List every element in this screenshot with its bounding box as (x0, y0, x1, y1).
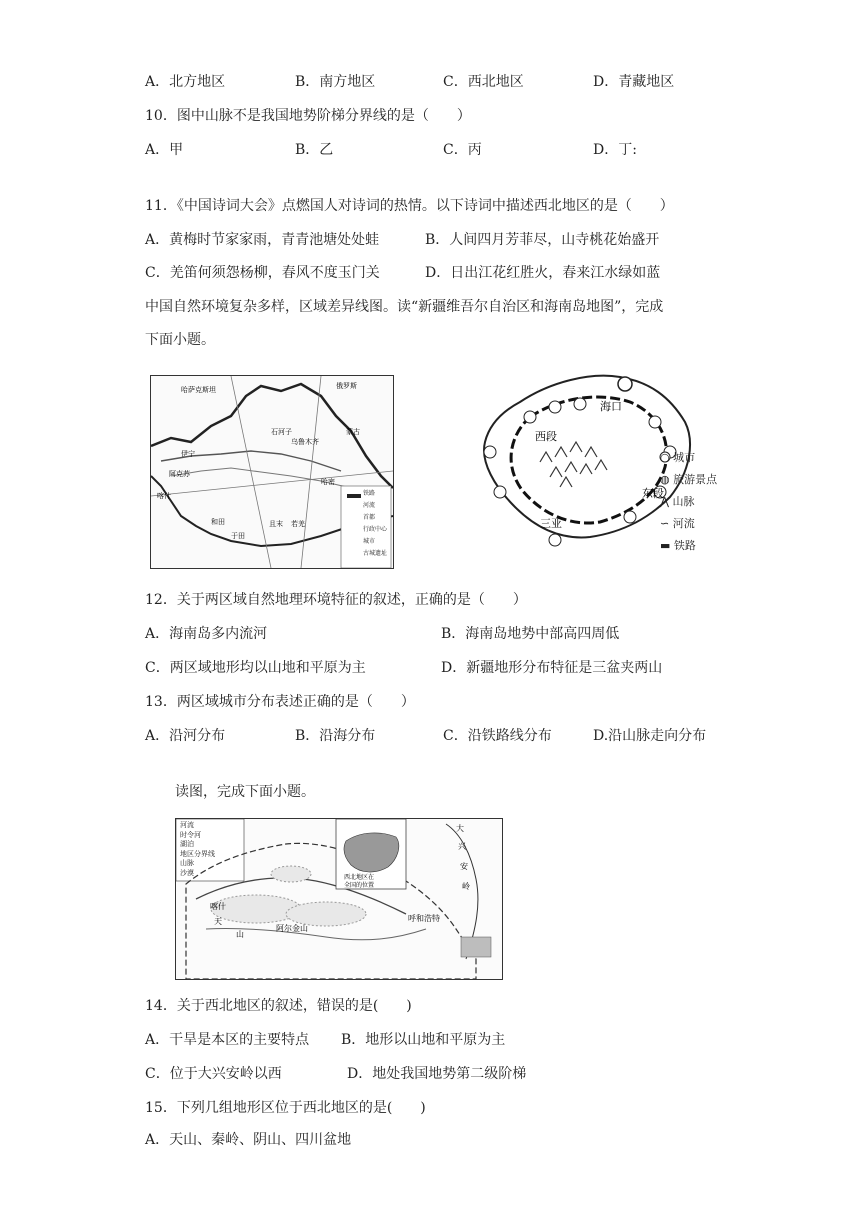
intro1-line1: 中国自然环境复杂多样，区域差异线图。读“新疆维吾尔自治区和海南岛地图”，完成 (145, 299, 664, 315)
legend-nw-desert: 沙漠 (180, 868, 194, 877)
label-ruoqiang: 若羌 (291, 520, 305, 528)
q9-option-c[interactable]: C．西北地区 (443, 74, 524, 90)
q9-option-a[interactable]: A．北方地区 (145, 74, 226, 90)
hainan-legend (660, 447, 717, 557)
q13-option-c[interactable]: C．沿铁路线分布 (443, 728, 552, 744)
q11-options-row1 (145, 230, 745, 250)
q10-option-b[interactable]: B．乙 (295, 142, 334, 158)
label-tian: 天 (214, 917, 222, 926)
legend-nw-mountain: 山脉 (180, 859, 194, 867)
label-hohhot: 呼和浩特 (408, 914, 440, 923)
label-hami: 哈密 (321, 478, 335, 486)
q13-option-b[interactable]: B．沿海分布 (295, 728, 376, 744)
northwest-legend (180, 821, 215, 878)
label-yutian: 于田 (231, 532, 245, 540)
railway-icon: ▬ (660, 539, 674, 552)
xinjiang-map (150, 375, 394, 569)
q9-option-b[interactable]: B．南方地区 (295, 74, 376, 90)
label-haikou: 海口 (600, 400, 622, 413)
label-aksu: 阿克苏 (169, 470, 190, 478)
q10-option-a[interactable]: A．甲 (145, 142, 184, 158)
xinjiang-map-graphic (151, 376, 393, 568)
label-mongolia: 蒙古 (346, 428, 360, 436)
q12-stem: 12．关于两区域自然地理环境特征的叙述，正确的是（ ） (145, 592, 527, 608)
legend-nw-seasonal-river: 时令河 (180, 830, 201, 839)
label-urumqi: 乌鲁木齐 (291, 438, 319, 446)
northwest-map (175, 818, 503, 980)
legend-capital: 首都 (363, 514, 376, 521)
q14-option-d[interactable]: D．地处我国地势第二级阶梯 (347, 1066, 527, 1082)
legend-ruins: 古城遗址 (363, 550, 388, 557)
legend-admin-center: 行政中心 (363, 526, 388, 533)
inset-caption-line2: 全国的位置 (344, 882, 375, 889)
legend-hainan-railway: ▬ 铁路 (660, 539, 696, 552)
q13-options (145, 726, 745, 746)
q11-option-b[interactable]: B．人间四月芳菲尽，山寺桃花始盛开 (425, 232, 660, 248)
q14-stem: 14．关于西北地区的叙述，错误的是( ) (145, 998, 412, 1014)
q11-option-a[interactable]: A．黄梅时节家家雨，青青池塘处处蛙 (145, 232, 380, 248)
q9-option-d[interactable]: D．青藏地区 (593, 74, 675, 90)
q14-options-row1 (145, 1030, 745, 1050)
label-sanya: 三亚 (540, 517, 562, 530)
q10-options (145, 140, 745, 160)
q10-option-c[interactable]: C．丙 (443, 142, 482, 158)
q15-option-a[interactable]: A．天山、秦岭、阴山、四川盆地 (145, 1132, 352, 1148)
label-shan: 山 (236, 930, 244, 939)
q14-option-b[interactable]: B．地形以山地和平原为主 (341, 1032, 506, 1048)
q14-option-c[interactable]: C．位于大兴安岭以西 (145, 1066, 282, 1082)
label-an: 安 (460, 862, 468, 871)
label-west-section: 西段 (535, 430, 557, 443)
q12-option-c[interactable]: C．两区域地形均以山地和平原为主 (145, 660, 366, 676)
river-icon: ∽ (660, 517, 673, 530)
label-da: 大 (456, 824, 464, 833)
label-kashgar: 喀什 (157, 492, 171, 500)
q9-options (145, 72, 745, 92)
q10-option-d[interactable]: D．丁: (593, 142, 637, 158)
legend-nw-boundary: 地区分界线 (180, 849, 215, 858)
legend-nw-lake: 湖泊 (180, 840, 194, 848)
mountain-icon: ⋀ (660, 495, 673, 508)
label-ling: 岭 (462, 882, 470, 891)
q13-stem: 13．两区域城市分布表述正确的是（ ） (145, 694, 415, 710)
q11-stem: 11．《中国诗词大会》点燃国人对诗词的热情。以下诗词中描述西北地区的是（ ） (145, 198, 674, 214)
legend-river: 河流 (363, 502, 376, 509)
label-shihezi: 石河子 (271, 428, 292, 436)
label-yining: 伊宁 (181, 450, 195, 458)
xinjiang-legend (363, 488, 387, 560)
q14-option-a[interactable]: A．干旱是本区的主要特点 (145, 1032, 310, 1048)
label-russia: 俄罗斯 (336, 382, 357, 390)
legend-hainan-scenic: ◍ 旅游景点 (660, 473, 718, 486)
legend-city: 城市 (363, 538, 376, 545)
label-altun-mountains: 阿尔金山 (276, 924, 308, 933)
intro1-line2: 下面小题。 (145, 332, 215, 348)
q12-option-b[interactable]: B．海南岛地势中部高四周低 (441, 626, 620, 642)
pin-icon: ◍ (660, 473, 674, 486)
label-east-section: 东段 (642, 487, 664, 500)
label-hotan: 和田 (211, 518, 225, 526)
q11-option-c[interactable]: C．羌笛何须怨杨柳，春风不度玉门关 (145, 265, 380, 281)
label-xing: 兴 (458, 842, 466, 851)
northwest-map-graphic (176, 819, 502, 979)
legend-nw-river: 河流 (180, 821, 194, 829)
q12-option-d[interactable]: D．新疆地形分布特征是三盆夹两山 (441, 660, 663, 676)
legend-railway: 铁路 (363, 490, 376, 497)
label-kazakhstan: 哈萨克斯坦 (181, 386, 216, 394)
legend-hainan-city: ○ 城市 (660, 451, 696, 464)
q13-option-a[interactable]: A．沿河分布 (145, 728, 226, 744)
q11-option-d[interactable]: D．日出江花红胜火，春来江水绿如蓝 (425, 265, 661, 281)
q15-stem: 15．下列几组地形区位于西北地区的是( ) (145, 1100, 426, 1116)
label-kashgar-2: 喀什 (210, 902, 226, 911)
label-qiemo: 且末 (269, 520, 283, 528)
q11-options-row2 (145, 263, 745, 283)
legend-hainan-mountain: ⋀ 山脉 (660, 495, 695, 508)
q13-option-d[interactable]: D.沿山脉走向分布 (593, 728, 707, 744)
legend-hainan-river: ∽ 河流 (660, 517, 695, 530)
q14-options-row2 (145, 1064, 745, 1084)
inset-caption-line1: 西北地区在 (344, 874, 375, 881)
circle-icon: ○ (660, 451, 674, 464)
q12-options-row2 (145, 658, 745, 678)
q12-option-a[interactable]: A．海南岛多内流河 (145, 626, 268, 642)
intro2: 读图，完成下面小题。 (175, 784, 315, 800)
q10-stem: 10．图中山脉不是我国地势阶梯分界线的是（ ） (145, 108, 471, 124)
hainan-map (460, 362, 760, 557)
q12-options-row1 (145, 624, 745, 644)
